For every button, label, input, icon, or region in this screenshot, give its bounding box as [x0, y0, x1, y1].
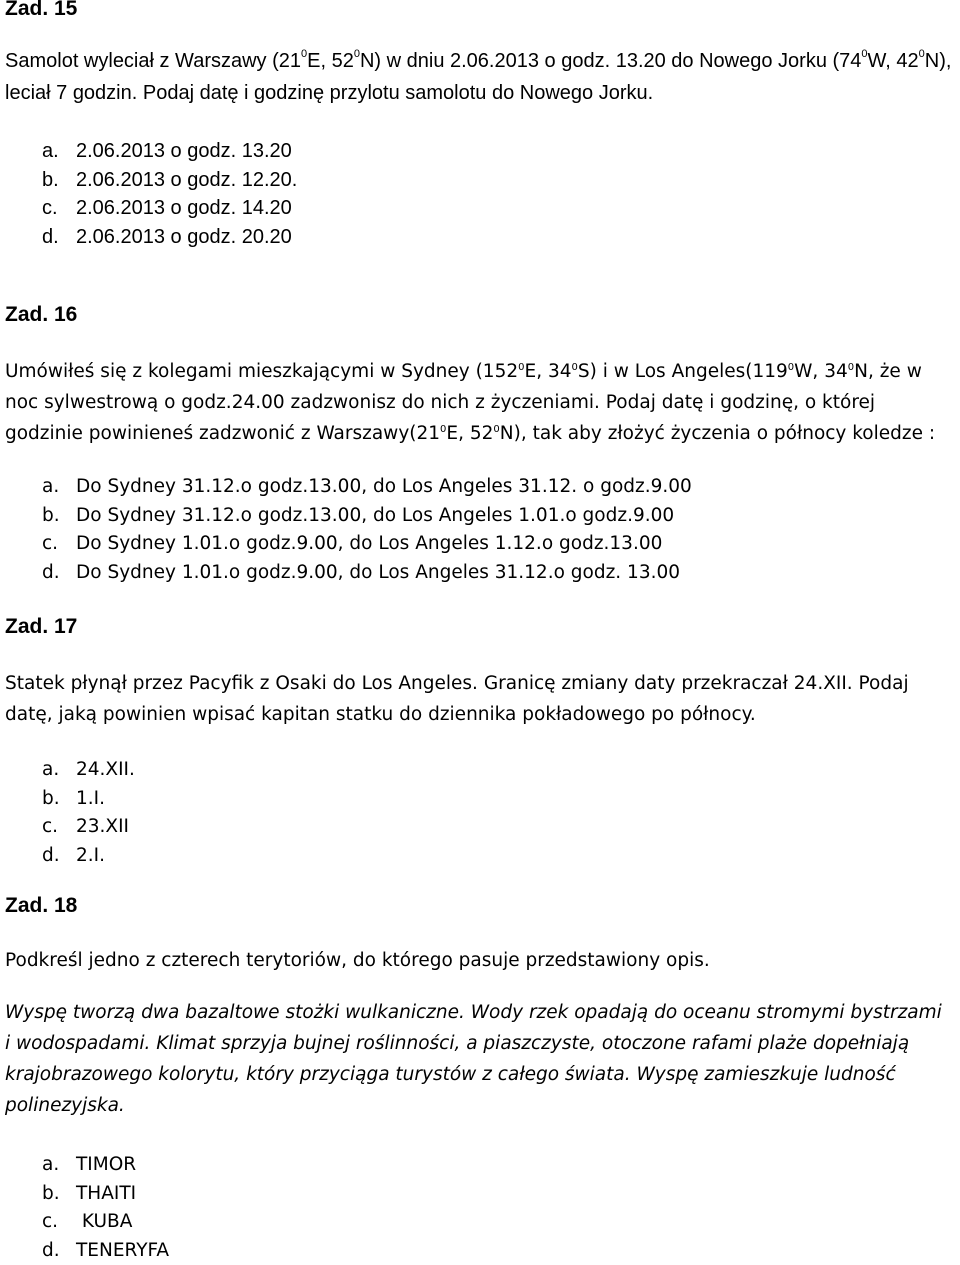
task-18-description: Wyspę tworzą dwa bazaltowe stożki wulkaniczne. Wody rzek opadają do oceanu stromymi bystrzami i wodospadami. Klimat sprzyja bujnej roślinności, a piaszczyste, otoczone rafami plaże dopełniają krajobrazowego kolorytu, który przyciąga turystów z całego świata. Wyspę zamieszkuje ludność polinezyjska.	[5, 997, 952, 1121]
task-18-options	[42, 1151, 169, 1265]
task-17-title: Zad. 17	[5, 615, 952, 639]
task-18-instruction: Podkreśl jedno z czterech terytoriów, do którego pasuje przedstawiony opis.	[5, 945, 952, 976]
task-18-title: Zad. 18	[5, 894, 952, 918]
option-b: b. 2.06.2013 o godz. 12.20.	[42, 166, 297, 195]
option-c: c. Do Sydney 1.01.o godz.9.00, do Los Angeles 1.12.o godz.13.00	[42, 530, 692, 559]
option-d: d. 2.06.2013 o godz. 20.20	[42, 223, 297, 252]
task-17-options	[42, 756, 135, 870]
option-d: d. Do Sydney 1.01.o godz.9.00, do Los Angeles 31.12.o godz. 13.00	[42, 559, 692, 588]
option-b: b. 1.I.	[42, 785, 135, 814]
option-d: d. 2.I.	[42, 842, 135, 871]
option-a: a. Do Sydney 31.12.o godz.13.00, do Los Angeles 31.12. o godz.9.00	[42, 473, 692, 502]
task-17-question: Statek płynął przez Pacyfik z Osaki do Los Angeles. Granicę zmiany daty przekraczał 24.XII. Podaj datę, jaką powinien wpisać kapitan statku do dziennika pokładowego po północy.	[5, 668, 952, 730]
option-c: c. 23.XII	[42, 813, 135, 842]
option-b: b. THAITI	[42, 1180, 169, 1209]
task-15-question: Samolot wyleciał z Warszawy ($21^0E$, $52^0N$) w dniu 2.06.2013 o godz. 13.20 do Nowego Jorku ($74^0W$, $42^0N$), leciał 7 godzin. Podaj datę i godzinę przylotu samolotu do Nowego Jorku.	[5, 45, 952, 109]
option-c: c. KUBA	[42, 1208, 169, 1237]
option-c: c. 2.06.2013 o godz. 14.20	[42, 194, 297, 223]
task-16-question: Umówiłeś się z kolegami mieszkającymi w Sydney ($152^0E$, $34^0S$) i w Los $Angeles(119^0W$, $34^0N$, że w noc sylwestrową o godz.24.00 zadzwonisz do nich z życzeniami. Podaj datę i godzinę, o której godzinie powinieneś zadzwonić z $Warszawy(21^0E$, $52^0N$), tak aby złożyć życzenia o północy koledze :	[5, 356, 952, 449]
option-d: d. TENERYFA	[42, 1237, 169, 1265]
task-15-options	[42, 137, 297, 251]
option-b: b. Do Sydney 31.12.o godz.13.00, do Los Angeles 1.01.o godz.9.00	[42, 502, 692, 531]
option-a: a. 2.06.2013 o godz. 13.20	[42, 137, 297, 166]
option-a: a. 24.XII.	[42, 756, 135, 785]
option-a: a. TIMOR	[42, 1151, 169, 1180]
task-16-options	[42, 473, 692, 587]
task-15-title: Zad. 15	[5, 0, 952, 21]
task-16-title: Zad. 16	[5, 303, 952, 327]
